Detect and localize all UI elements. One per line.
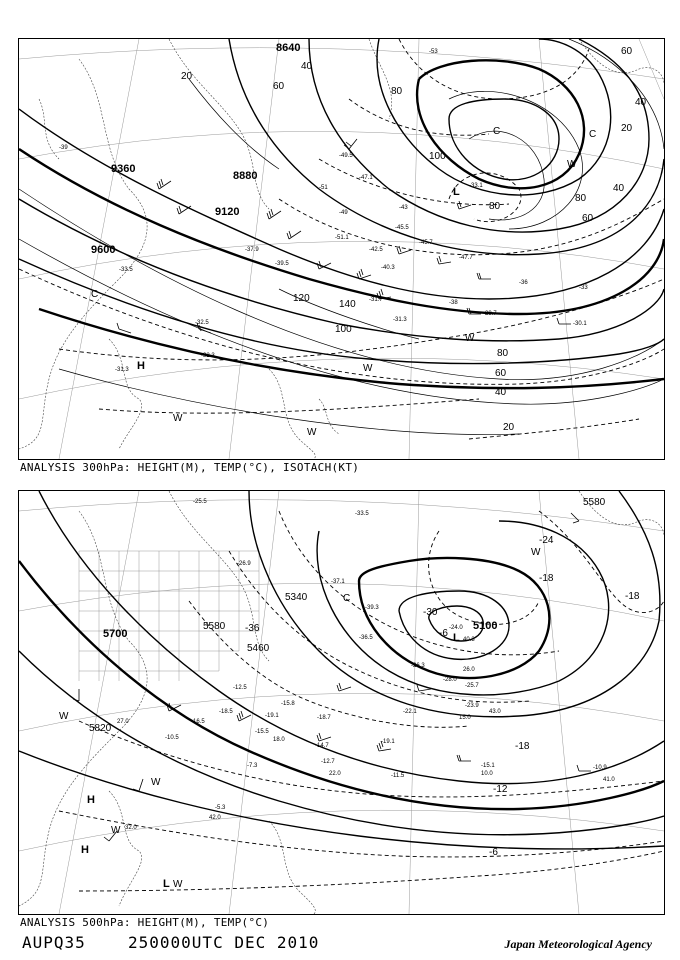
isotach-label: 80 bbox=[391, 86, 403, 97]
station-label: -19.1 bbox=[265, 713, 279, 719]
isotach-label: 20 bbox=[503, 422, 515, 433]
temp-label: -49.5 bbox=[339, 153, 353, 159]
station-label: 27.0 bbox=[117, 719, 129, 725]
station-label: -39.3 bbox=[365, 605, 379, 611]
isotherm-label: -6 bbox=[439, 628, 448, 639]
station-labels-500 bbox=[117, 499, 615, 831]
temp-label: -31.7 bbox=[369, 297, 383, 303]
station-label: 40.3 bbox=[463, 637, 475, 643]
station-label: -14.7 bbox=[315, 743, 329, 749]
high-center-marker: H bbox=[87, 794, 95, 806]
station-label: -15.5 bbox=[255, 729, 269, 735]
station-label: -25.7 bbox=[465, 683, 479, 689]
station-label: -24.0 bbox=[449, 625, 463, 631]
temp-label: -37.9 bbox=[245, 247, 259, 253]
warm-center-marker: W bbox=[465, 333, 475, 344]
temp-label: -38 bbox=[449, 300, 458, 306]
temp-label: -39.5 bbox=[275, 261, 289, 267]
cold-center-marker: C bbox=[343, 593, 351, 604]
wind-barbs-500 bbox=[73, 513, 591, 841]
station-label: -12.7 bbox=[321, 759, 335, 765]
temp-label: -51.1 bbox=[335, 235, 349, 241]
isotach-label: 60 bbox=[582, 213, 594, 224]
cold-center-marker: C bbox=[91, 289, 99, 300]
isotach-label: 100 bbox=[429, 151, 446, 162]
warm-center-marker: W bbox=[59, 711, 69, 722]
station-label: 43.0 bbox=[489, 709, 501, 715]
station-label: -18.7 bbox=[317, 715, 331, 721]
temp-label: -31.3 bbox=[115, 367, 129, 373]
height-label-9600: 9600 bbox=[91, 244, 116, 256]
isotach-label: 20 bbox=[181, 71, 193, 82]
graticule-500 bbox=[19, 491, 664, 914]
temp-label: -31.3 bbox=[393, 317, 407, 323]
station-label: -16.5 bbox=[191, 719, 205, 725]
temp-label: -42.5 bbox=[369, 247, 383, 253]
temp-label: -29.7 bbox=[483, 311, 497, 317]
high-center-marker: H bbox=[137, 360, 145, 372]
coastlines-500 bbox=[19, 491, 664, 914]
height-labels-500 bbox=[89, 497, 606, 734]
temp-label: -32.5 bbox=[195, 320, 209, 326]
valid-time: 250000UTC DEC 2010 bbox=[128, 933, 320, 952]
station-label: -28.0 bbox=[443, 677, 457, 683]
isotach-label: 60 bbox=[621, 46, 633, 57]
isotach-label: 40 bbox=[613, 183, 625, 194]
station-label: -37.1 bbox=[331, 579, 345, 585]
station-label: 10.0 bbox=[481, 771, 493, 777]
isotach-label: 80 bbox=[489, 201, 501, 212]
temp-label: -30.1 bbox=[573, 321, 587, 327]
isotherm-label: -18 bbox=[625, 591, 640, 602]
warm-center-marker: W bbox=[151, 777, 161, 788]
station-label: -7.3 bbox=[247, 763, 258, 769]
height-label-9360: 9360 bbox=[111, 163, 136, 175]
isotherm-label: -36 bbox=[245, 623, 260, 634]
station-label: -25.5 bbox=[193, 499, 207, 505]
height-labels-300 bbox=[91, 42, 300, 256]
warm-center-marker: W bbox=[173, 413, 183, 424]
height-label-8880: 8880 bbox=[233, 170, 258, 182]
agency-name: Japan Meteorological Agency bbox=[504, 937, 652, 951]
height-label-5460: 5460 bbox=[247, 643, 270, 654]
temp-label: -47.1 bbox=[359, 175, 373, 181]
low-center-marker: L bbox=[453, 632, 460, 644]
isotherms-500 bbox=[59, 511, 664, 891]
isotach-label: 40 bbox=[635, 97, 647, 108]
isotach-label: 60 bbox=[495, 368, 507, 379]
isotach-label: 60 bbox=[273, 81, 285, 92]
station-label: 42.0 bbox=[209, 815, 221, 821]
height-label-9120: 9120 bbox=[215, 206, 240, 218]
cold-center-marker: C bbox=[589, 129, 597, 140]
isotach-label: 140 bbox=[339, 299, 356, 310]
station-label: -5.3 bbox=[215, 805, 226, 811]
terrain-hatch-500 bbox=[79, 551, 259, 681]
temp-label: -49 bbox=[339, 210, 348, 216]
temp-label: -47.7 bbox=[459, 255, 473, 261]
temp-label: -40.3 bbox=[381, 265, 395, 271]
chart-500hpa bbox=[18, 490, 665, 915]
station-label: 32.0 bbox=[125, 825, 137, 831]
station-label: -26.9 bbox=[237, 561, 251, 567]
temp-label: -51 bbox=[319, 185, 328, 191]
warm-center-marker: W bbox=[307, 427, 317, 438]
height-label-5100: 5100 bbox=[473, 620, 498, 632]
station-label: 22.0 bbox=[329, 771, 341, 777]
station-label: 18.0 bbox=[273, 737, 285, 743]
isotach-label: 100 bbox=[335, 324, 352, 335]
temp-label: -53 bbox=[429, 49, 438, 55]
low-center-marker: L bbox=[163, 878, 170, 890]
warm-center-marker: W bbox=[567, 159, 577, 170]
warm-center-marker: W bbox=[111, 825, 121, 836]
station-label: 41.0 bbox=[603, 777, 615, 783]
isotherm-label: -30 bbox=[423, 607, 438, 618]
temp-label: -33 bbox=[579, 285, 588, 291]
temperature-labels-300 bbox=[59, 49, 588, 373]
height-label-5580: 5580 bbox=[203, 621, 226, 632]
high-center-marker: H bbox=[81, 844, 89, 856]
isotherm-label: -6 bbox=[489, 847, 498, 858]
station-label: -19.1 bbox=[381, 739, 395, 745]
temp-label: -33.5 bbox=[119, 267, 133, 273]
station-label: -18.5 bbox=[219, 709, 233, 715]
low-center-marker: L bbox=[453, 186, 460, 198]
isotach-label: 40 bbox=[495, 387, 507, 398]
isotherm-label: -18 bbox=[515, 741, 530, 752]
temp-label: -32.3 bbox=[201, 353, 215, 359]
height-label-5820: 5820 bbox=[89, 723, 112, 734]
height-label-5340: 5340 bbox=[285, 592, 308, 603]
isotach-label: 80 bbox=[497, 348, 509, 359]
warm-center-marker: W bbox=[531, 547, 541, 558]
chart-code: AUPQ35 bbox=[22, 933, 86, 952]
temp-label: -43 bbox=[399, 205, 408, 211]
height-label-5580-east: 5580 bbox=[583, 497, 606, 508]
station-label: -22.1 bbox=[403, 709, 417, 715]
height-contours-500 bbox=[19, 491, 664, 849]
isotach-label: 40 bbox=[301, 61, 313, 72]
temp-label: -45.7 bbox=[419, 240, 433, 246]
isotach-label: 20 bbox=[621, 123, 633, 134]
station-label: -33.5 bbox=[355, 511, 369, 517]
temp-label: -33.1 bbox=[469, 183, 483, 189]
temp-label: -45.5 bbox=[395, 225, 409, 231]
chart-300hpa-caption: ANALYSIS 300hPa: HEIGHT(M), TEMP(°C), ISOTACH(KT) bbox=[20, 461, 360, 474]
warm-center-marker: W bbox=[173, 879, 183, 890]
station-label: 26.0 bbox=[463, 667, 475, 673]
warm-center-marker: W bbox=[363, 363, 373, 374]
height-label-5700: 5700 bbox=[103, 628, 128, 640]
temp-label: -39 bbox=[59, 145, 68, 151]
height-label-8640: 8640 bbox=[276, 42, 301, 54]
station-label: -26.3 bbox=[411, 663, 425, 669]
station-label: -15.8 bbox=[281, 701, 295, 707]
cold-center-marker: C bbox=[493, 126, 501, 137]
chart-300hpa-map bbox=[19, 39, 664, 459]
chart-300hpa bbox=[18, 38, 665, 460]
chart-500hpa-caption: ANALYSIS 500hPa: HEIGHT(M), TEMP(°C) bbox=[20, 916, 270, 929]
station-label: -10.5 bbox=[165, 735, 179, 741]
station-label: -15.1 bbox=[481, 763, 495, 769]
isotach-label: 120 bbox=[293, 293, 310, 304]
station-label: -12.5 bbox=[233, 685, 247, 691]
isotherm-label: -24 bbox=[539, 535, 554, 546]
isotherm-label: -12 bbox=[493, 784, 508, 795]
isotherm-label: -18 bbox=[539, 573, 554, 584]
chart-500hpa-map bbox=[19, 491, 664, 914]
station-label: -23.9 bbox=[465, 703, 479, 709]
station-label: -11.5 bbox=[391, 773, 405, 779]
station-label: 15.0 bbox=[459, 715, 471, 721]
temp-label: -36 bbox=[519, 280, 528, 286]
station-label: -36.5 bbox=[359, 635, 373, 641]
station-label: -10.9 bbox=[593, 765, 607, 771]
isotach-label: 80 bbox=[575, 193, 587, 204]
